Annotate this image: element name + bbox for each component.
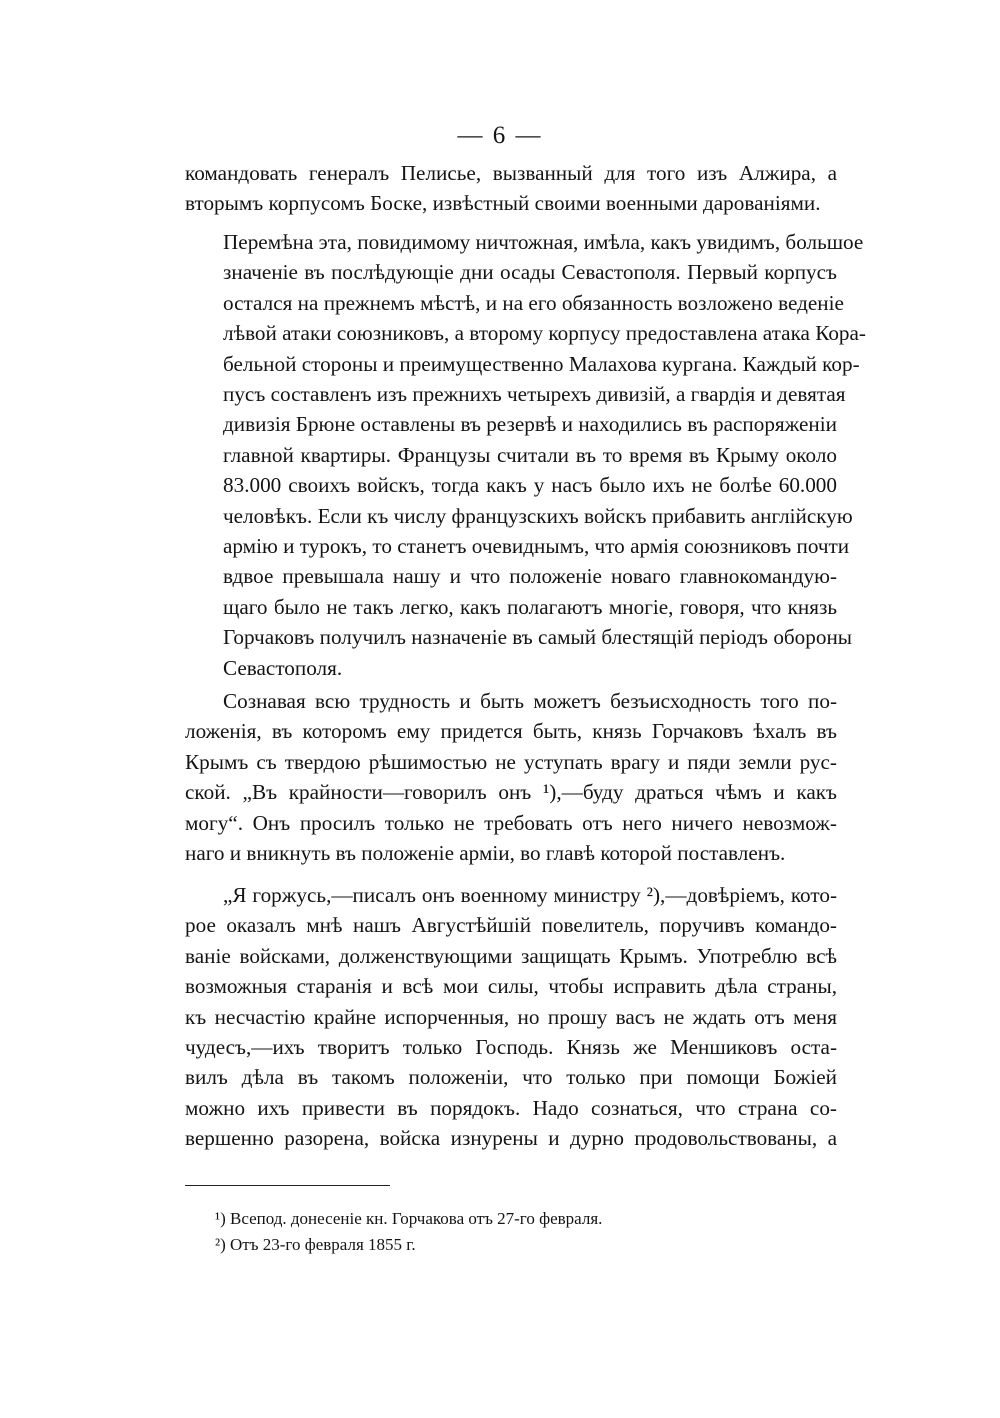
text-line: могу“. Онъ просилъ только не требовать отъ него ничего невозмож-: [185, 810, 837, 835]
text-line: лѣвой атаки союзниковъ, а второму корпусу предоставлена атака Кора-: [223, 321, 866, 346]
text-line: Крымъ съ твердою рѣшимостью не уступать врагу и пяди земли рус-: [185, 749, 837, 774]
footnote-2: ²) Отъ 23-го февраля 1855 г.: [215, 1235, 416, 1254]
text-line: наго и вникнуть въ положенiе армiи, во главѣ которой поставленъ.: [185, 841, 786, 866]
text-line: вилъ дѣла въ такомъ положенiи, что только при помощи Божiей: [185, 1065, 837, 1090]
page-number: — 6 —: [457, 122, 543, 149]
text-line: Горчаковъ получилъ назначенiе въ самый блестящiй перiодъ обороны: [223, 625, 853, 650]
text-line: армiю и турокъ, то станетъ очевиднымъ, что армiя союзниковъ почти: [223, 534, 850, 559]
text-line: значенiе въ послѣдующiе дни осады Севастополя. Первый корпусъ: [223, 260, 837, 285]
text-line: вдвое превышала нашу и что положенiе новаго главнокомандую-: [223, 564, 837, 589]
footnote-divider: [185, 1185, 390, 1186]
text-line: остался на прежнемъ мѣстѣ, и на его обязанность возложено веденiе: [223, 290, 844, 315]
text-line: вершенно разорена, войска изнурены и дурно продовольствованы, а: [185, 1126, 837, 1151]
text-line: рое оказалъ мнѣ нашъ Августѣйшiй повелитель, поручивъ командо-: [185, 913, 837, 938]
body-text: [185, 686, 837, 868]
text-line: вторымъ корпусомъ Боске, извѣстный своими военными дарованiями.: [185, 191, 821, 216]
text-line: пусъ составленъ изъ прежнихъ четырехъ дивизiй, а гвардiя и девятая: [223, 382, 846, 407]
body-text: [185, 227, 866, 683]
text-line: человѣкъ. Если къ числу французскихъ войскъ прибавить англiйскую: [223, 503, 853, 528]
text-line: 83.000 своихъ войскъ, тогда какъ у насъ было ихъ не болѣе 60.000: [223, 473, 837, 498]
text-line: щаго было не такъ легко, какъ полагаютъ многiе, говоря, что князь: [223, 594, 837, 619]
text-line: чудесъ,—ихъ творитъ только Господь. Князь же Меншиковъ оста-: [185, 1035, 837, 1060]
body-text: [185, 880, 837, 1154]
text-line: можно ихъ привести въ порядокъ. Надо сознаться, что страна со-: [185, 1095, 837, 1120]
text-line: возможныя старанiя и всѣ мои силы, чтобы исправить дѣла страны,: [185, 974, 837, 999]
text-line: „Я горжусь,—писалъ онъ военному министру ²),—довѣрiемъ, кото-: [223, 883, 837, 907]
text-line: Перемѣна эта, повидимому ничтожная, имѣла, какъ увидимъ, большое: [223, 230, 864, 254]
text-line: ской. „Въ крайности—говорилъ онъ ¹),—буду драться чѣмъ и какъ: [185, 780, 837, 805]
paragraph-4: [185, 880, 837, 1154]
text-line: дивизiя Брюне оставлены въ резервѣ и находились въ распоряженiи: [223, 412, 837, 437]
text-line: ванiе войсками, долженствующими защищать Крымъ. Употреблю всѣ: [185, 943, 837, 968]
body-text: [185, 158, 837, 219]
text-line: къ несчастiю крайне испорченныя, но прошу васъ не ждать отъ меня: [185, 1004, 837, 1029]
text-line: Севастополя.: [223, 655, 343, 680]
paragraph-1: [185, 158, 837, 219]
text-line: ложенiя, въ которомъ ему придется быть, князь Горчаковъ ѣхалъ въ: [185, 719, 837, 744]
paragraph-3: [185, 686, 837, 868]
text-line: командовать генералъ Пелисье, вызванный для того изъ Алжира, а: [185, 161, 837, 185]
footnote-1: ¹) Всепод. донесенiе кн. Горчакова отъ 27-го февраля.: [215, 1209, 603, 1228]
paragraph-2: [185, 227, 866, 683]
text-line: главной квартиры. Французы считали въ то время въ Крыму около: [223, 442, 837, 467]
text-line: Сознавая всю трудность и быть можетъ безъисходность того по-: [223, 689, 837, 713]
text-line: бельной стороны и преимущественно Малахова кургана. Каждый кор-: [223, 351, 860, 376]
footnotes: [215, 1206, 835, 1258]
